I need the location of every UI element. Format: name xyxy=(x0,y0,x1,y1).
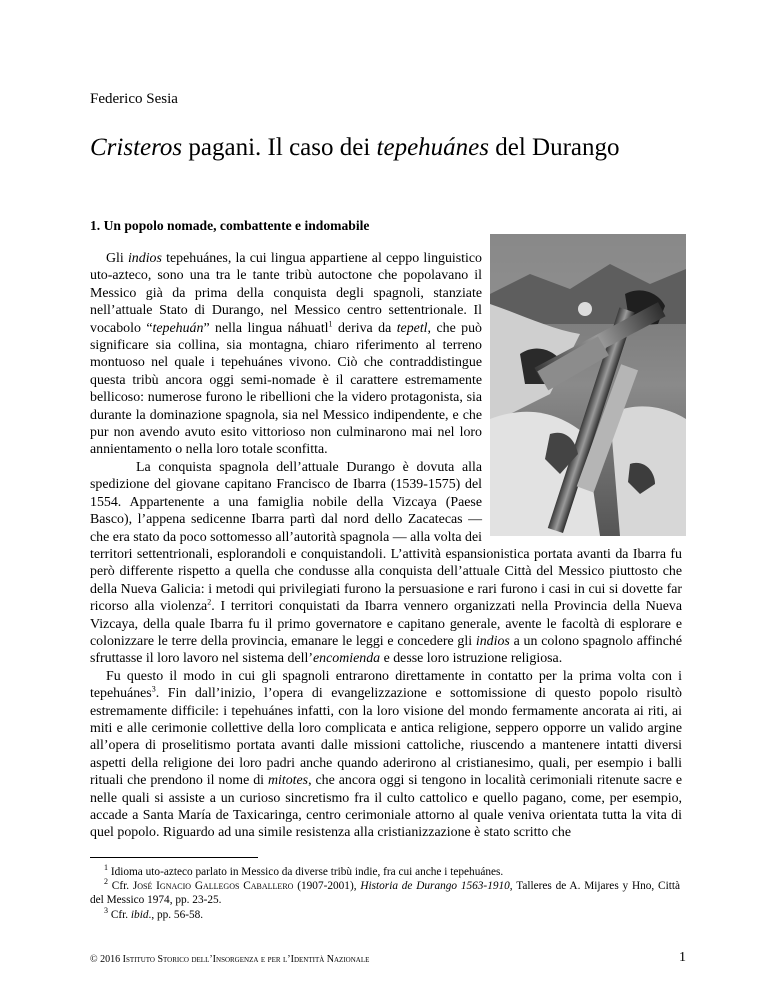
italic-run: encomienda xyxy=(312,651,381,667)
article-body xyxy=(90,250,682,842)
footnote-ibid: ibid xyxy=(130,908,149,921)
footnote-text: Cfr. xyxy=(108,880,133,893)
photo-cross-procession-icon xyxy=(490,234,686,536)
text-run: . I territori conquistati da Ibarra vennero organizzati nella Provincia della Nueva Vizcaya, della quale Ibarra fu il primo governatore e capitano generale, avente le facoltà di esplorare e colonizzare le terre della provincia, emanare le leggi e concedere gli xyxy=(90,599,682,649)
page-footer xyxy=(90,954,690,965)
footnote-ref-3[interactable]: 3 xyxy=(151,684,156,694)
footnote-ref-1[interactable]: 1 xyxy=(328,319,333,328)
footnote-text: (1907-2001), xyxy=(293,880,361,893)
section-heading: 1. Un popolo nomade, combattente e indomabile xyxy=(90,218,370,233)
footnote-2 xyxy=(90,879,680,907)
text-run: Fu questo il modo in cui gli spagnoli entrarono direttamente in contatto per la prima volta con i tepehuánes xyxy=(90,668,682,702)
footnote-number: 3 xyxy=(104,905,108,915)
italic-run: indios xyxy=(475,633,510,649)
footnote-separator xyxy=(90,857,258,858)
text-run: tepehuánes, la cui lingua appartiene al ceppo linguistico uto-azteco, sono una tra le tante tribù autoctone che popolavano il Messico già da prima della conquista degli spagnoli, stanziate nell’attuale Stato di Durango, nel Messico centro settentrionale. Il vocabolo “ xyxy=(90,251,483,336)
page-number: 1 xyxy=(679,950,686,965)
text-run: , che può significare sia collina, sia montagna, chiaro riferimento al terreno montuoso nel quale i tepehuánes vivono. Ciò che contraddistingue questa tribù ancora oggi semi-nomade è il carattere estremamente bellicoso: numerose furono le ribellioni che la videro protagonista, sia durante la dominazione spagnola, sia nel Messico indipendente, e che pur non avendo avuto esito vittorioso non culminarono mai nel loro annientamento o nella loro totale sconfitta. xyxy=(90,320,483,458)
footnote-ref-2[interactable]: 2 xyxy=(207,597,212,607)
footnotes xyxy=(90,865,680,922)
author-name: Federico Sesia xyxy=(90,91,178,107)
footnote-text: ., pp. 56-58. xyxy=(148,908,204,921)
text-run: . Fin dall’inizio, l’opera di evangelizzazione e sottomissione di questo popolo risultò estremamente difficile: i tepehuánes infatti, con la loro visione del mondo fermamente ancorata ai riti, ai miti e alle cerimonie collettive della loro complicata e antica religione, seppero opporre un valido argine all’opera di proselitismo portata avanti dalle missioni cattoliche, riuscendo a mantenere intatti diversi aspetti della religione dei loro padri anche quando aderirono al cristianesimo, quali, per esempio i balli rituali che prendono il nome di xyxy=(90,686,682,789)
procession-photo xyxy=(490,234,686,536)
title-italic-cristeros: Cristeros xyxy=(90,134,183,161)
italic-run: tepehuán xyxy=(152,320,204,336)
footnote-author: José Ignacio Gallegos Caballero xyxy=(132,880,294,893)
footnote-3 xyxy=(90,905,680,922)
text-run: e desse loro istruzione religiosa. xyxy=(380,651,563,667)
footnote-1 xyxy=(90,865,680,879)
text-run: a un colono spagnolo affinché sfruttasse il loro lavoro nel sistema dell’ xyxy=(90,633,682,667)
copyright-symbol: © 2016 xyxy=(90,954,123,965)
footnote-number: 2 xyxy=(104,877,108,887)
footnote-number: 1 xyxy=(104,863,108,873)
title-italic-tepehuanes: tepehuánes xyxy=(376,134,489,161)
footnote-text: , Talleres de A. Mijares y Hno, Città del Messico 1974, pp. 23-25. xyxy=(90,880,680,907)
footnote-text: Idioma uto-azteco parlato in Messico da diverse tribù indie, fra cui anche i tepehuánes. xyxy=(108,866,504,878)
title-text-1: pagani. Il caso dei xyxy=(182,134,377,161)
italic-run: tepetl xyxy=(396,320,428,336)
text-run: ” nella lingua náhuatl xyxy=(203,320,329,336)
text-run: La conquista spagnola dell’attuale Durango è dovuta alla spedizione del giovane capitano Francisco de Ibarra (1539-1575) del 1554. Appartenente a una famiglia nobile della Vizcaya (Paese Basco), l’appena sedicenne Ibarra partì dal nord dello Zacatecas — che era stato da poco sottomesso all’autorità spagnola — alla volta dei territori settentrionali, esplorandoli e conquistandoli. L’attività espansionistica portata avanti da Ibarra fu però differente rispetto a quella che condusse alla conquista dell’attuale Città del Messico piuttosto che della Nueva Galicia: i metodi qui privilegiati furono la persuasione e rari furono i casi in cui si dovette far ricorso alla violenza xyxy=(90,459,682,615)
italic-run: indios xyxy=(127,251,162,266)
paragraph-3 xyxy=(90,668,682,842)
text-run: , che ancora oggi si tengono in località cerimoniali ritenute sacre e nelle quali si assiste a un curioso sincretismo fra il culto cattolico e quello pagano, come, per esempio, accade a Santa María de Taxicaringa, centro cerimoniale attorno al quale veniva orientata tutta la vita di quel popolo. Riguardo ad una simile resistenza alla cristianizzazione è stato scritto che xyxy=(90,773,682,841)
text-run: deriva da xyxy=(332,320,397,336)
copyright-organization: Istituto Storico dell’Insorgenza e per l’Identità Nazionale xyxy=(122,954,370,965)
footnote-book-title: Historia de Durango 1563-1910 xyxy=(360,880,510,893)
title-text-2: del Durango xyxy=(489,134,620,161)
italic-run: mitotes xyxy=(267,773,309,789)
text-run: Gli xyxy=(106,251,128,266)
article-title xyxy=(90,134,620,162)
footnote-text: Cfr. xyxy=(108,908,131,921)
